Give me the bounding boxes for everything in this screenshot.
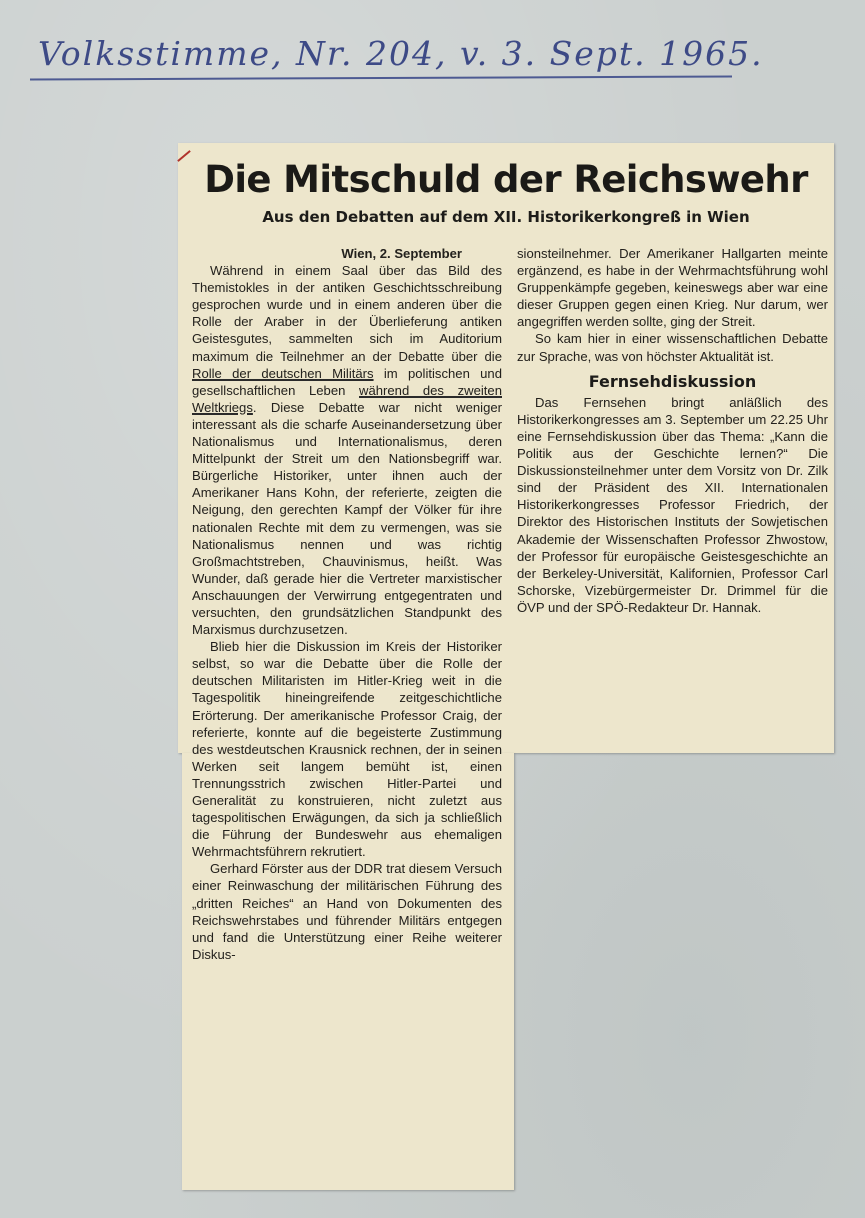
paragraph-5: So kam hier in einer wissenschaftlichen Debatte zur Sprache, was von höchster Aktualität ist. (517, 331, 828, 364)
article-column-right (517, 245, 828, 616)
paragraph-2: Blieb hier die Diskussion im Kreis der Historiker selbst, so war die Debatte über die Rolle der deutschen Militaristen im Hitler-Krieg weit in die Tagespolitik hineingreifende zeitgeschichtliche Erörterung. Der amerikanische Professor Craig, der referierte, konnte auf die begeisterte Zustimmung des westdeutschen Krausnick rechnen, der in seinen Werken seit langem bemüht ist, einen Trennungsstrich zwischen Hitler-Partei und Generalität zu konstruieren, nicht zuletzt aus tagespolitischen Erwägungen, da sich ja schließlich die Führung der Bundeswehr aus ehemaligen Wehrmachtsführern rekrutiert. (192, 639, 502, 860)
underlined-phrase-2: während des zweiten Weltkriegs (192, 382, 502, 415)
article-subheadline: Aus den Debatten auf dem XII. Historikerkongreß in Wien (262, 208, 750, 226)
handwritten-source-note: Volksstimme, Nr. 204, v. 3. Sept. 1965. (38, 34, 764, 73)
paragraph-1 (192, 262, 502, 638)
paragraph-1-text-b: im politischen und gesellschaftlichen Leben (192, 365, 503, 398)
paragraph-6: Das Fernsehen bringt anläßlich des Historikerkongresses am 3. September um 22.25 Uhr eine Fernsehdiskussion über das Thema: „Kann die Politik aus der Geschichte lernen?“ Die Diskussionsteilnehmer unter dem Vorsitz von Dr. Zilk sind der Präsident des XII. Internationalen Historikerkongresses Professor Friedrich, der Direktor des Historischen Instituts der Sowjetischen Akademie der Wissenschaften Professor Zhwostow, der Professor für europäische Geistesgeschichte an der Berkeley-Universität, Kalifornien, Professor Carl Schorske, Vizebürgermeister Dr. Drimmel für die ÖVP und der SPÖ-Redakteur Dr. Hannak. (517, 394, 828, 615)
paragraph-3: Gerhard Förster aus der DDR trat diesem Versuch einer Reinwaschung der militärischen Führung des „dritten Reiches“ an Hand von Dokumenten des Reichswehrstabes und führender Militärs entgegen und fand die Unterstützung einer Reihe weiterer Diskus- (192, 861, 502, 962)
dateline: Wien, 2. September (341, 246, 462, 261)
paragraph-1-text-c: . Diese Debatte war nicht weniger interessant als die scharfe Auseinandersetzung über Nationalismus und Internationalismus, deren Mittelpunkt der Streit um den Nationsbegriff war. Bürgerliche Historiker, unter ihnen auch der Amerikaner Hans Kohn, der referierte, zeigten die Neigung, den gerechten Kampf der Völker für ihre nationalen Rechte mit dem zu vermengen, was sie Nationalismus nennen und was richtig Großmachtstreben, Chauvinismus, heißt. Was Wunder, daß gerade hier die Vertreter marxistischer Anschauungen der Verwirrung entgegentraten und versuchten, den grundsätzlichen Standpunkt des Marxismus durchzusetzen. (192, 399, 502, 638)
article-column-left (192, 245, 502, 963)
paragraph-4: sionsteilnehmer. Der Amerikaner Hallgarten meinte ergänzend, es habe in der Wehrmachtsführung wohl Gruppenkämpfe gegeben, keineswegs aber war eine dieser Gruppen gegen einen Krieg. Nur darum, wer angegriffen werden sollte, ging der Streit. (517, 246, 828, 330)
section-subtitle: Fernsehdiskussion (588, 371, 757, 391)
underlined-phrase-1: Rolle der deutschen Militärs (192, 365, 374, 381)
article-headline: Die Mitschuld der Reichswehr (204, 158, 808, 201)
paragraph-1-text-a: Während in einem Saal über das Bild des Themistokles in der antiken Geschichtsschreibung gesprochen wurde und in einem anderen über die Rolle der Araber in der Überlieferung antiken Geistesgutes, sammelten sich im Auditorium maximum die Teilnehmer an der Debatte über die (192, 263, 502, 364)
